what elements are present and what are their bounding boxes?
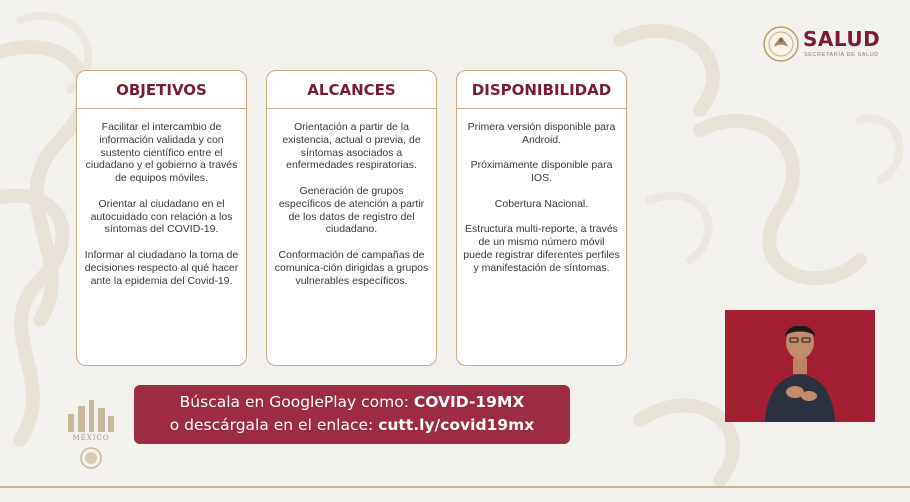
app-name: COVID-19MX bbox=[413, 393, 525, 411]
banner-prefix: Búscala en GooglePlay como: bbox=[179, 393, 414, 411]
card-paragraph: Conformación de campañas de comunica-ción dirigidas a grupos vulnerables específicos. bbox=[274, 248, 429, 287]
card-title: DISPONIBILIDAD bbox=[457, 71, 626, 109]
card-alcances bbox=[266, 70, 437, 366]
logo-subtitle: SECRETARÍA DE SALUD bbox=[804, 52, 879, 58]
card-disponibilidad bbox=[456, 70, 627, 366]
card-paragraph: Primera versión disponible para Android. bbox=[467, 121, 616, 146]
banner-line-1 bbox=[134, 391, 570, 414]
card-paragraph: Orientación a partir de la existencia, actual o previa, de síntomas asociados a enfermedades respiratorias. bbox=[282, 121, 421, 172]
interpreter-figure-icon bbox=[725, 310, 875, 422]
card-objetivos bbox=[76, 70, 247, 366]
salud-logo bbox=[762, 25, 887, 65]
card-title: ALCANCES bbox=[267, 71, 436, 109]
banner-prefix: o descárgala en el enlace: bbox=[169, 416, 379, 434]
card-paragraph: Cobertura Nacional. bbox=[494, 197, 589, 210]
download-banner bbox=[134, 385, 570, 444]
card-paragraph: Próximamente disponible para IOS. bbox=[470, 159, 613, 185]
card-title: OBJETIVOS bbox=[77, 71, 246, 109]
card-paragraph: Estructura multi-reporte, a través de un mismo número móvil puede registrar diferentes perfiles y manifestación de síntomas. bbox=[463, 223, 620, 274]
card-body bbox=[77, 109, 246, 287]
card-paragraph: Generación de grupos específicos de atención a partir de los datos de registro del ciudadano. bbox=[278, 184, 425, 236]
card-paragraph: Facilitar el intercambio de información validada y con sustento científico entre el ciudadano y el gobierno a través de equipos móviles. bbox=[85, 121, 238, 185]
logo-title: SALUD bbox=[803, 27, 881, 51]
mexico-seal bbox=[62, 396, 120, 472]
card-body bbox=[457, 109, 626, 275]
footer-divider bbox=[0, 486, 910, 488]
eagle-emblem-icon bbox=[762, 25, 800, 63]
interpreter-video bbox=[725, 310, 875, 422]
banner-line-2 bbox=[134, 414, 570, 437]
card-body bbox=[267, 109, 436, 287]
download-link[interactable]: cutt.ly/covid19mx bbox=[378, 416, 535, 434]
seal-text: MÉXICO bbox=[72, 434, 110, 442]
card-paragraph: Orientar al ciudadano en el autocuidado con relación a los síntomas del COVID-19. bbox=[90, 197, 233, 236]
card-paragraph: Informar al ciudadano la toma de decisiones respecto al qué hacer ante la epidemia del Covid-19. bbox=[84, 248, 239, 287]
